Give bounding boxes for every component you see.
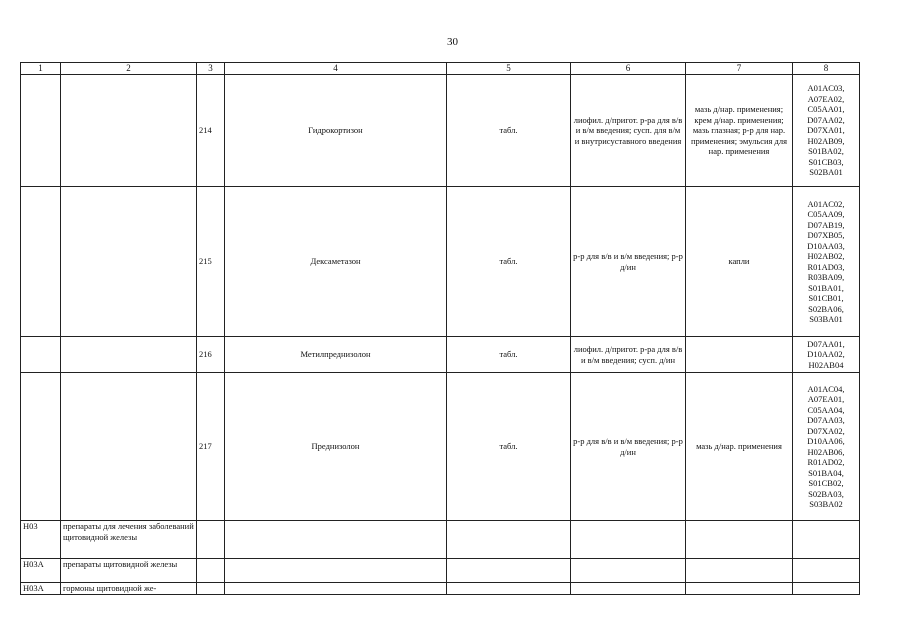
empty-cell	[571, 559, 686, 583]
column-header: 4	[225, 63, 447, 75]
group-name: гормоны щитовидной же-	[61, 583, 197, 595]
atc-code: D07AA01,	[807, 338, 845, 349]
table-row-drug	[21, 187, 860, 337]
atc-code: D07AA02,	[807, 114, 845, 125]
atc-code: S01CB01,	[808, 293, 844, 303]
atc-code: S03BA01	[809, 314, 843, 324]
empty-cell	[686, 521, 793, 559]
atc-codes-list	[793, 187, 860, 337]
dosage-form-tablet: табл.	[447, 337, 571, 373]
empty-cell	[447, 583, 571, 595]
group-name: препараты для лечения заболеваний щитовидной железы	[61, 521, 197, 559]
dosage-form-topical: капли	[686, 187, 793, 337]
atc-code: D07XA02,	[807, 425, 845, 436]
atc-code: S02BA01	[809, 167, 843, 178]
atc-code: H02AB09,	[807, 135, 845, 146]
dosage-form-topical	[686, 337, 793, 373]
table-row-drug	[21, 373, 860, 521]
atc-codes-list	[793, 337, 860, 373]
atc-code: D07XB05,	[807, 230, 845, 240]
drug-name: Метилпреднизолон	[225, 337, 447, 373]
atc-code: A07EA01,	[807, 394, 845, 404]
atc-code: H02AB04	[808, 359, 844, 370]
atc-code: A01AC02,	[807, 198, 845, 209]
atc-code-cell	[21, 187, 61, 337]
dosage-form-topical: мазь д/нар. применения	[686, 373, 793, 521]
atc-code: D10AA02,	[807, 349, 845, 360]
atc-code-cell	[21, 337, 61, 373]
column-header: 3	[197, 63, 225, 75]
group-code: H03	[21, 521, 61, 559]
atc-codes-list	[793, 75, 860, 187]
empty-cell	[571, 583, 686, 595]
empty-cell	[793, 583, 860, 595]
atc-code: R01AD02,	[807, 457, 845, 467]
dosage-form-topical: мазь д/нар. применения; крем д/нар. применения; мазь глазная; р-р для нар. применения; эмульсия для нар. применения	[686, 75, 793, 187]
atc-code: D07AB19,	[807, 219, 845, 230]
group-name-cell	[61, 373, 197, 521]
column-header: 8	[793, 63, 860, 75]
group-name: препараты щитовидной железы	[61, 559, 197, 583]
atc-code: S01BA01,	[808, 282, 844, 293]
atc-code: R03BA09,	[807, 272, 845, 282]
empty-cell	[447, 559, 571, 583]
table-row-drug	[21, 337, 860, 373]
empty-cell	[197, 583, 225, 595]
table-row-group	[21, 521, 860, 559]
group-code: H03A	[21, 559, 61, 583]
drug-name: Преднизолон	[225, 373, 447, 521]
drug-number: 216	[197, 337, 225, 373]
drug-number: 217	[197, 373, 225, 521]
empty-cell	[571, 521, 686, 559]
empty-cell	[225, 559, 447, 583]
empty-cell	[225, 521, 447, 559]
group-name-cell	[61, 75, 197, 187]
column-header: 1	[21, 63, 61, 75]
drug-number: 215	[197, 187, 225, 337]
empty-cell	[686, 559, 793, 583]
atc-code: D07AA03,	[807, 415, 845, 425]
group-name-cell	[61, 187, 197, 337]
column-header: 5	[447, 63, 571, 75]
atc-code: S01CB03,	[808, 156, 844, 167]
dosage-form-injection: р-р для в/в и в/м введения; р-р д/ин	[571, 373, 686, 521]
atc-code: S01BA02,	[808, 146, 844, 157]
atc-code: C05AA09,	[807, 209, 845, 219]
group-code: H03A	[21, 583, 61, 595]
empty-cell	[225, 583, 447, 595]
column-number-header-row	[21, 63, 860, 75]
dosage-form-injection: лиофил. д/пригот. р-ра для в/в и в/м введения; сусп. для в/м и внутрисуставного введения	[571, 75, 686, 187]
table-row-group	[21, 583, 860, 595]
dosage-form-injection: лиофил. д/пригот. р-ра для в/в и в/м введения; сусп. д/ин	[571, 337, 686, 373]
atc-code: H02AB02,	[807, 251, 845, 261]
group-name-cell	[61, 337, 197, 373]
atc-code: S02BA06,	[808, 303, 844, 314]
empty-cell	[197, 559, 225, 583]
empty-cell	[447, 521, 571, 559]
atc-code-cell	[21, 75, 61, 187]
drug-number: 214	[197, 75, 225, 187]
atc-code: C05AA04,	[807, 404, 845, 415]
dosage-form-injection: р-р для в/в и в/м введения; р-р д/ин	[571, 187, 686, 337]
column-header: 2	[61, 63, 197, 75]
dosage-form-tablet: табл.	[447, 187, 571, 337]
empty-cell	[686, 583, 793, 595]
atc-code: D10AA06,	[807, 436, 845, 446]
atc-code: R01AD03,	[807, 261, 845, 272]
atc-code: S03BA02	[809, 499, 843, 509]
dosage-form-tablet: табл.	[447, 75, 571, 187]
atc-code-cell	[21, 373, 61, 521]
empty-cell	[793, 521, 860, 559]
atc-code: D10AA03,	[807, 240, 845, 251]
drug-registry-table	[20, 62, 860, 595]
atc-code: S02BA03,	[808, 488, 844, 499]
empty-cell	[793, 559, 860, 583]
column-header: 7	[686, 63, 793, 75]
page-number: 30	[447, 36, 458, 48]
table-row-drug	[21, 75, 860, 187]
atc-code: A01AC03,	[807, 83, 845, 94]
atc-code: H02AB06,	[807, 446, 845, 457]
atc-code: A01AC04,	[807, 383, 845, 394]
atc-code: S01BA04,	[808, 467, 844, 478]
table-row-group	[21, 559, 860, 583]
atc-code: C05AA01,	[807, 104, 845, 115]
drug-name: Гидрокортизон	[225, 75, 447, 187]
atc-code: D07XA01,	[807, 125, 845, 136]
atc-code: A07EA02,	[807, 93, 845, 104]
empty-cell	[197, 521, 225, 559]
dosage-form-tablet: табл.	[447, 373, 571, 521]
drug-name: Дексаметазон	[225, 187, 447, 337]
atc-code: S01CB02,	[808, 478, 844, 488]
column-header: 6	[571, 63, 686, 75]
atc-codes-list	[793, 373, 860, 521]
